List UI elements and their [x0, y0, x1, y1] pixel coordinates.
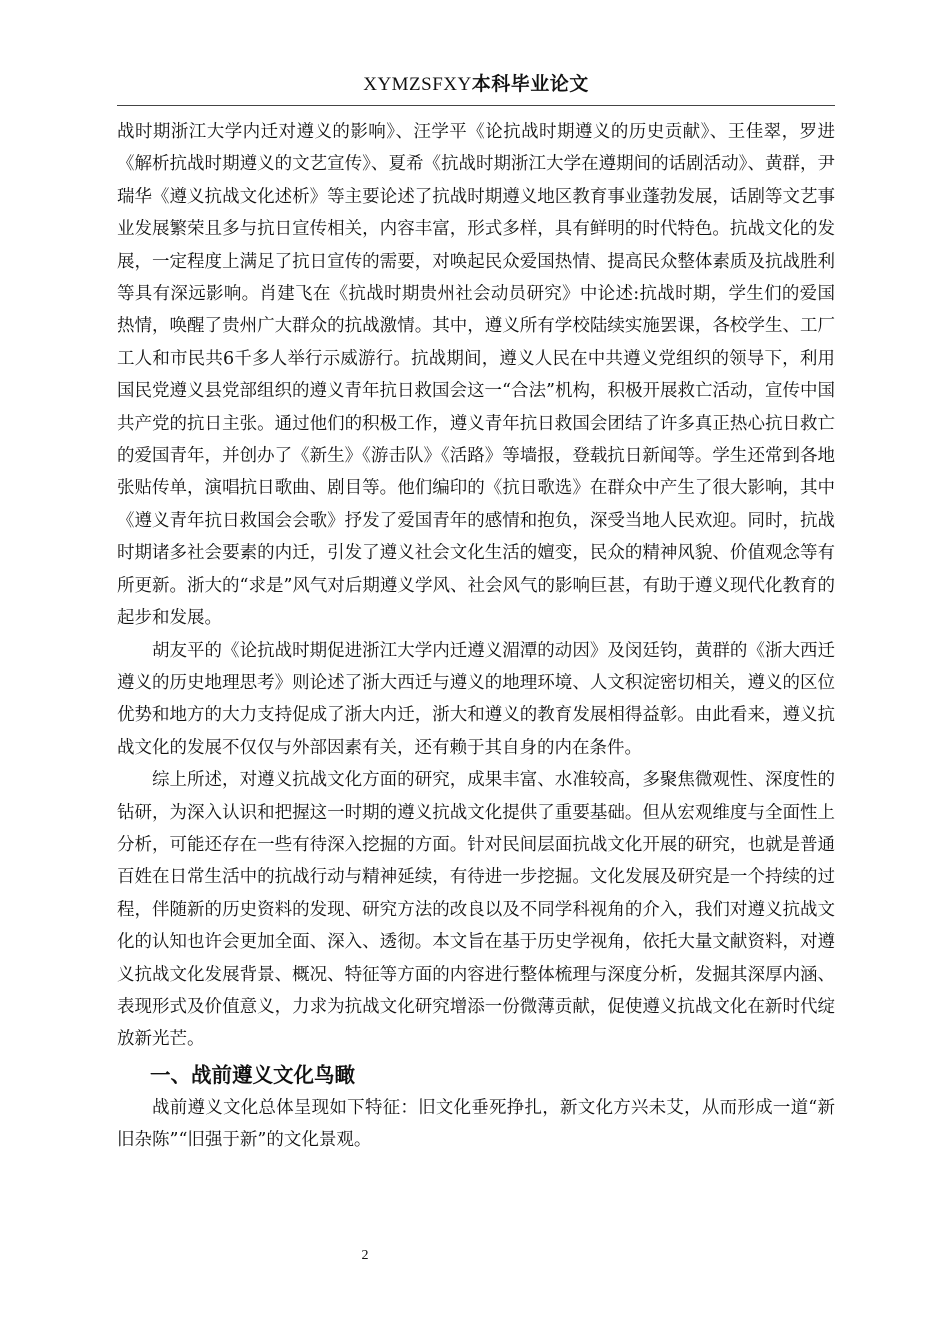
header-code: XYMZSFXY — [363, 74, 472, 95]
paragraph-summary: 综上所述，对遵义抗战文化方面的研究，成果丰富、水准较高，多聚焦微观性、深度性的钻研，为深入认识和把握这一时期的遵义抗战文化提供了重要基础。但从宏观维度与全面性上分析，可能还存在一些有待深入挖掘的方面。针对民间层面抗战文化开展的研究，也就是普通百姓在日常生活中的抗战行动与精神延续，有待进一步挖掘。文化发展及研究是一个持续的过程，伴随新的历史资料的发现、研究方法的改良以及不同学科视角的介入，我们对遵义抗战文化的认知也许会更加全面、深入、透彻。本文旨在基于历史学视角，依托大量文献资料，对遵义抗战文化发展背景、概况、特征等方面的内容进行整体梳理与深度分析，发掘其深厚内涵、表现形式及价值意义，力求为抗战文化研究增添一份微薄贡献，促使遵义抗战文化在新时代绽放新光芒。 — [117, 770, 835, 1050]
body-text — [117, 116, 835, 1157]
paragraph-hu-youping: 胡友平的《论抗战时期促进浙江大学内迁遵义湄潭的动因》及闵廷钧，黄群的《浙大西迁遵义的历史地理思考》则论述了浙大西迁与遵义的地理环境、人文积淀密切相关，遵义的区位优势和地方的大力支持促成了浙大内迁，浙大和遵义的教育发展相得益彰。由此看来，遵义抗战文化的发展不仅仅与外部因素有关，还有赖于其自身的内在条件。 — [117, 640, 835, 758]
paragraph-literature-review-continued: 战时期浙江大学内迁对遵义的影响》、汪学平《论抗战时期遵义的历史贡献》、王佳翠，罗进《解析抗战时期遵义的文艺宣传》、夏希《抗战时期浙江大学在遵期间的话剧活动》、黄群，尹瑞华《遵义抗战文化述析》等主要论述了抗战时期遵义地区教育事业蓬勃发展，话剧等文艺事业发展繁荣且多与抗日宣传相关，内容丰富，形式多样，具有鲜明的时代特色。抗战文化的发展，一定程度上满足了抗日宣传的需要，对唤起民众爱国热情、提高民众整体素质及抗战胜利等具有深远影响。肖建飞在《抗战时期贵州社会动员研究》中论述:抗战时期，学生们的爱国热情，唤醒了贵州广大群众的抗战激情。其中，遵义所有学校陆续实施罢课，各校学生、工厂工人和市民共6千多人举行示威游行。抗战期间，遵义人民在中共遵义党组织的领导下，利用国民党遵义县党部组织的遵义青年抗日救国会这一“合法”机构，积极开展救亡活动，宣传中国共产党的抗日主张。通过他们的积极工作，遵义青年抗日救国会团结了许多真正热心抗日救亡的爱国青年，并创办了《新生》《游击队》《活路》等墙报，登载抗日新闻等。学生还常到各地张贴传单，演唱抗日歌曲、剧目等。他们编印的《抗日歌选》在群众中产生了很大影响，其中《遵义青年抗日救国会会歌》抒发了爱国青年的感情和抱负，深受当地人民欢迎。同时，抗战时期诸多社会要素的内迁，引发了遵义社会文化生活的嬗变，民众的精神风貌、价值观念等有所更新。浙大的“求是”风气对后期遵义学风、社会风气的影响巨甚，有助于遵义现代化教育的起步和发展。 — [117, 122, 835, 629]
header-title: 本科毕业论文 — [471, 73, 589, 95]
paragraph-section-intro: 战前遵义文化总体呈现如下特征：旧文化垂死挣扎，新文化方兴未艾，从而形成一道“新旧杂陈”“旧强于新”的文化景观。 — [117, 1097, 835, 1151]
header-divider — [117, 105, 835, 106]
page-number: 2 — [361, 1248, 369, 1263]
page-header — [117, 70, 835, 99]
section-heading: 一、战前遵义文化鸟瞰 — [150, 1062, 355, 1087]
